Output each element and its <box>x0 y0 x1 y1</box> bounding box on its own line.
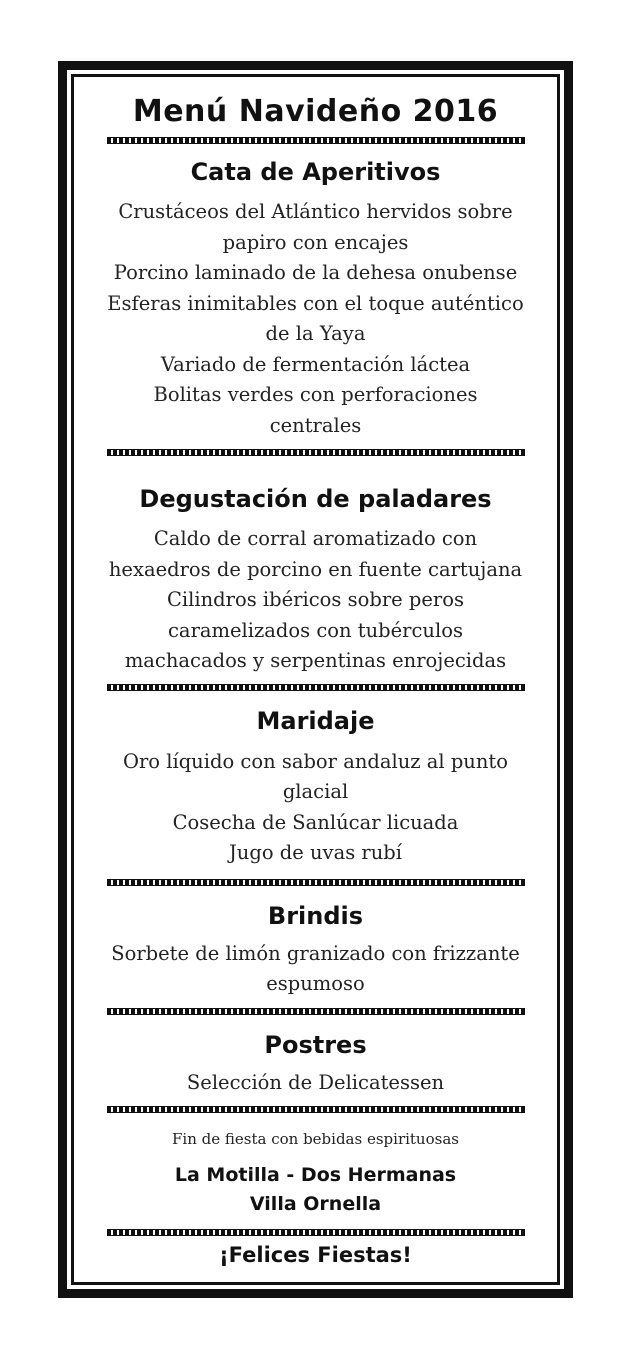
menu-item: Bolitas verdes con perforaciones <box>153 383 478 406</box>
section-brindis <box>78 899 553 1000</box>
menu-item: caramelizados con tubérculos <box>168 618 463 642</box>
section-degustacion <box>78 482 553 677</box>
menu-item: Oro líquido con sabor andaluz al punto <box>122 749 508 773</box>
menu-content <box>78 74 553 1270</box>
venue-block <box>78 1161 553 1219</box>
menu-item: Crustáceos del Atlántico hervidos sobre <box>118 200 513 223</box>
menu-item: de la Yaya <box>265 322 366 345</box>
section-postres <box>78 1028 553 1099</box>
section-maridaje <box>78 704 553 869</box>
menu-item: machacados y serpentinas enrojecidas <box>124 649 507 672</box>
menu-item: Variado de fermentación láctea <box>160 352 471 376</box>
divider <box>107 1106 525 1113</box>
closing-message: ¡Felices Fiestas! <box>219 1243 412 1267</box>
menu-item: hexaedros de porcino en fuente cartujana <box>108 557 523 581</box>
menu-item: espumoso <box>266 972 365 995</box>
menu-item: Esferas inimitables con el toque auténtico <box>107 291 524 315</box>
menu-item: glacial <box>282 780 349 803</box>
venue-line: Villa Ornella <box>249 1193 382 1215</box>
menu-item: Sorbete de limón granizado con frizzante <box>111 941 520 965</box>
divider <box>107 879 525 886</box>
menu-item: Selección de Delicatessen <box>186 1070 445 1094</box>
footer-note: Fin de fiesta con bebidas espirituosas <box>172 1130 459 1148</box>
section-heading: Maridaje <box>256 706 375 735</box>
menu-title: Menú Navideño 2016 <box>132 94 499 129</box>
venue-line: La Motilla - Dos Hermanas <box>174 1164 457 1186</box>
divider <box>107 1008 525 1015</box>
menu-item: Cosecha de Sanlúcar licuada <box>172 810 459 834</box>
divider <box>107 449 525 456</box>
section-heading: Degustación de paladares <box>139 485 492 513</box>
menu-item: Caldo de corral aromatizado con <box>153 527 478 550</box>
section-heading: Cata de Aperitivos <box>190 158 441 186</box>
section-heading: Brindis <box>267 901 364 930</box>
divider <box>107 137 525 144</box>
menu-item: Jugo de uvas rubí <box>228 841 403 864</box>
section-heading: Postres <box>264 1030 367 1059</box>
divider <box>107 684 525 691</box>
section-aperitivos <box>78 155 553 441</box>
menu-item: Porcino laminado de la dehesa onubense <box>113 261 518 284</box>
menu-item: papiro con encajes <box>222 230 409 254</box>
divider <box>107 1229 525 1236</box>
menu-item: centrales <box>269 413 362 437</box>
menu-item: Cilindros ibéricos sobre peros <box>166 588 464 611</box>
